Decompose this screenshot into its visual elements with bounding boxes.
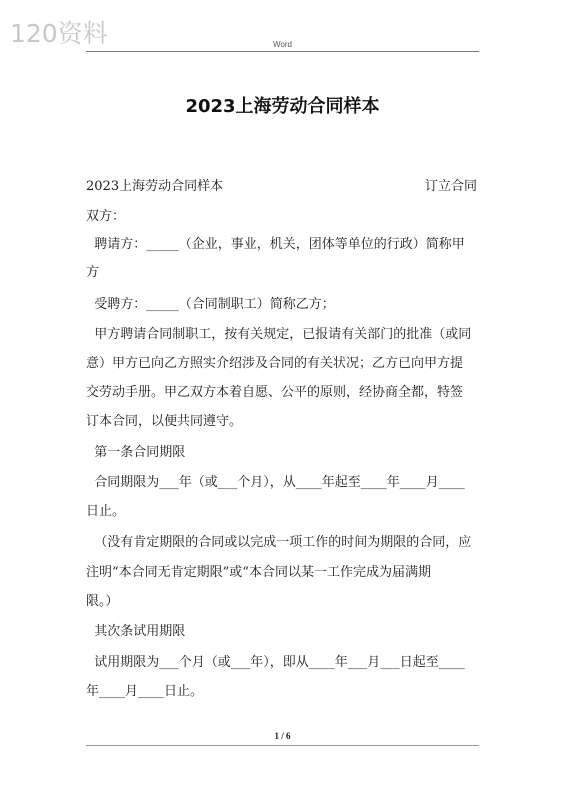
body-line: 年____月____日止。: [86, 684, 204, 699]
body-line: 受聘方：_____（合同制职工）简称乙方；: [86, 297, 335, 312]
body-line: 试用期限为___个月（或___年），即从____年___月___日起至____: [86, 655, 465, 670]
footer-divider: [86, 745, 479, 746]
body-line: 甲方聘请合同制职工，按有关规定，已报请有关部门的批准（或同: [86, 327, 472, 342]
subtitle-left: 2023上海劳动合同样本: [86, 179, 224, 194]
document-title: 2023上海劳动合同样本: [185, 96, 380, 117]
header-divider: [86, 51, 479, 52]
body-line: 聘请方：_____（企业，事业，机关，团体等单位的行政）简称甲: [86, 237, 465, 252]
body-line: 注明“本合同无肯定期限”或“本合同以某一工作完成为届满期: [86, 565, 431, 580]
watermark: 120资料: [10, 19, 108, 48]
body-line: 意）甲方已向乙方照实介绍涉及合同的有关状况；乙方已向甲方提: [86, 356, 464, 371]
body-line: 订本合同，以便共同遵守。: [86, 414, 243, 429]
body-line: （没有肯定期限的合同或以完成一项工作的时间为期限的合同，应: [86, 535, 472, 550]
body-line: 方: [86, 265, 100, 280]
body-line: 交劳动手册。甲乙双方本着自愿、公平的原则，经协商全都，特签: [86, 385, 464, 400]
page-number: 1 / 6: [274, 731, 291, 741]
header-label: Word: [273, 40, 292, 49]
section-heading: 第一条合同期限: [86, 445, 186, 460]
subtitle-right: 订立合同: [425, 179, 478, 194]
body-line: 日止。: [86, 504, 126, 519]
body-line: 双方：: [86, 209, 126, 224]
body-line: 限。）: [86, 594, 119, 609]
body-line: 合同期限为___年（或___个月），从____年起至____年____月____: [86, 475, 465, 490]
section-heading: 其次条试用期限: [86, 624, 186, 639]
